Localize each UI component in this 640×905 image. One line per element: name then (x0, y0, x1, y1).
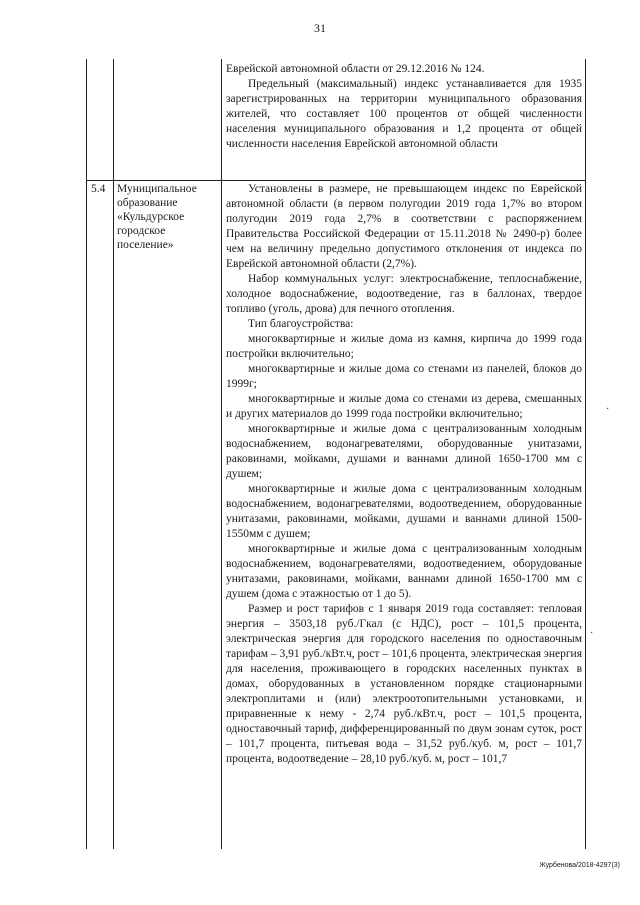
margin-mark: · (590, 628, 594, 639)
paragraph-amenity-3: многоквартирные и жилые дома со стенами из дерева, смешанных и других материалов до 1999 года постройки включительно; (226, 393, 582, 420)
municipality-name-line: «Кульдурское (117, 211, 185, 223)
page-number: 31 (314, 21, 326, 35)
document-table (86, 59, 586, 849)
municipality-name (117, 182, 217, 252)
paragraph-services: Набор коммунальных услуг: электроснабжение, теплоснабжение, холодное водоснабжение, водоотведение, газ в баллонах, твердое топливо (уголь, дрова) для печного отопления. (226, 273, 582, 315)
document-footer-code: Журбенова/2018-4297(3) (539, 862, 620, 869)
paragraph-index: Установлены в размере, не превышающем индекс по Еврейской автономной области (в первом полугодии 2019 года 1,7% во втором полугодии 2019 года 2,7% в соответствии с распоряжением Правительства Российской Федерации от 15.11.2018 № 2490-р) более чем на величину предельно допустимого отклонения от индекса по Еврейской автономной области (2,7%). (226, 183, 582, 270)
municipality-name-line: городское (117, 225, 166, 237)
row-divider (87, 180, 585, 181)
column-divider (221, 59, 222, 849)
municipality-name-line: поселение» (117, 239, 174, 251)
paragraph-amenity-5: многоквартирные и жилые дома с централизованным холодным водоснабжением, водонагревателями, водоотведением, оборудованные унитазами, раковинами, мойками, душами и ваннами длиной 1500-1550мм с душем; (226, 483, 582, 540)
prev-row-paragraph-2: Предельный (максимальный) индекс устанавливается для 1935 зарегистрированных на территории муниципального образования жителей, что составляет 100 процентов от общей численности населения муниципального образования и 1,2 процента от общей численности населения Еврейской автономной области (226, 78, 582, 150)
prev-row-paragraph-1: Еврейской автономной области от 29.12.2016 № 124. (226, 63, 485, 75)
column-divider (113, 59, 114, 849)
row-5-4-text (226, 182, 582, 767)
row-number: 5.4 (91, 183, 106, 195)
paragraph-tariffs: Размер и рост тарифов с 1 января 2019 года составляет: тепловая энергия – 3503,18 руб./Гкал (с НДС), рост – 101,5 процента, электрическая энергия для городского населения по одноставочным тарифам – 3,91 руб./кВт.ч, рост – 101,6 процента, электрическая энергия для населения, проживающего в городских населенных пунктах в домах, оборудованных в установленном порядке стационарными электроплитами и (или) электроотопительными установками, и приравненные к нему - 2,74 руб./кВт.ч, рост – 101,5 процента, одноставочный тариф, дифференцированный по двум зонам суток, рост – 101,7 процента, питьевая вода – 31,52 руб./куб. м, рост – 101,7 процента, водоотведение – 28,10 руб./куб. м, рост – 101,7 (226, 603, 582, 765)
municipality-name-line: Муниципальное (117, 183, 197, 195)
paragraph-amenity-4: многоквартирные и жилые дома с централизованным холодным водоснабжением, водонагревателями, оборудованные унитазами, раковинами, мойками, душами и ваннами длиной 1650-1700 мм с душем; (226, 423, 582, 480)
paragraph-amenity-6: многоквартирные и жилые дома с централизованным холодным водоснабжением, водонагревателями, водоотведением, оборудованые унитазами, раковинами, мойками, ваннами длиной 1650-1700 мм с душем (дома с этажностью от 1 до 5). (226, 543, 582, 600)
paragraph-amenity-type: Тип благоустройства: (248, 318, 354, 330)
paragraph-amenity-2: многоквартирные и жилые дома со стенами из панелей, блоков до 1999г; (226, 363, 582, 390)
municipality-name-line: образование (117, 197, 178, 209)
prev-row-text (226, 62, 582, 152)
paragraph-amenity-1: многоквартирные и жилые дома из камня, кирпича до 1999 года постройки включительно; (226, 333, 582, 360)
margin-mark: · (606, 404, 610, 415)
